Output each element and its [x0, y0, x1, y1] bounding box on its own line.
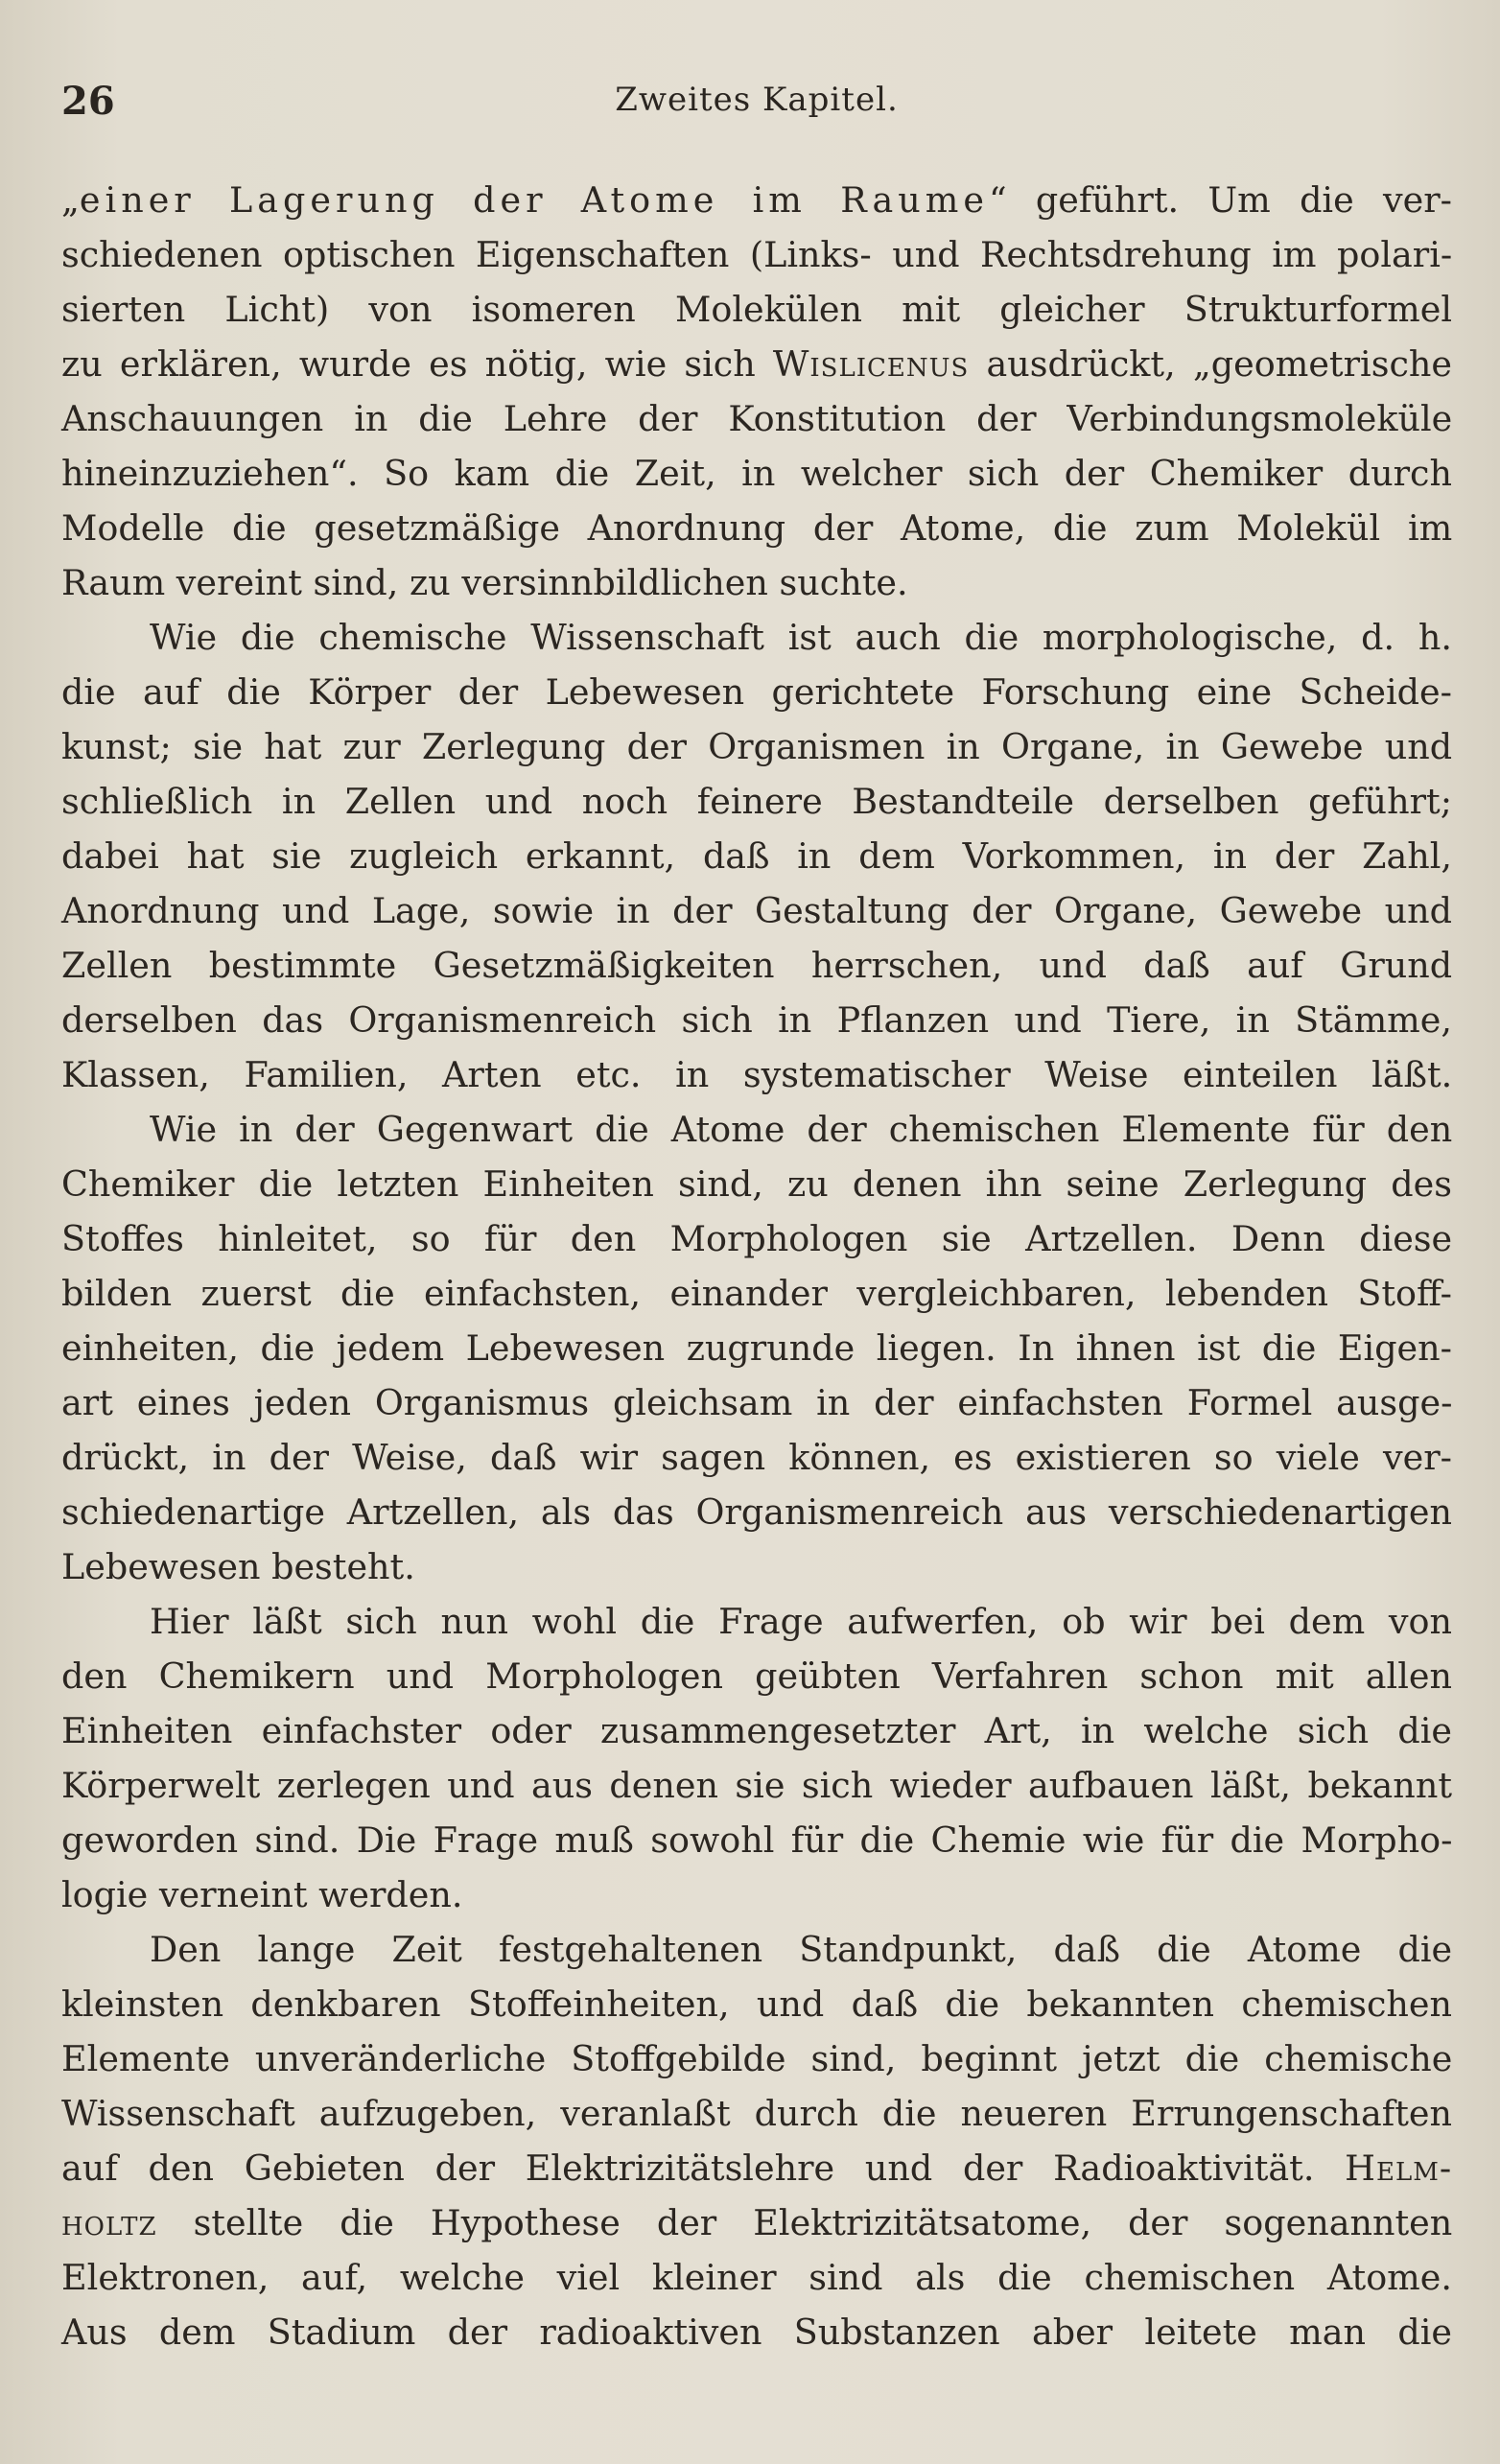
text-line: schiedenartige Artzellen, als das Organismenreich aus verschiedenartigen — [61, 1491, 1452, 1533]
text-line: art eines jeden Organismus gleichsam in der einfachsten Formel ausge- — [61, 1382, 1453, 1423]
text-line: derselben das Organismenreich sich in Pflanzen und Tiere, in Stämme, — [61, 999, 1452, 1041]
author-name: Wislicenus — [772, 343, 970, 385]
text-line: dabei hat sie zugleich erkannt, daß in dem Vorkommen, in der Zahl, — [61, 835, 1452, 877]
author-name: holtz — [61, 2202, 157, 2243]
text-line: Wie die chemische Wissenschaft ist auch die morphologische, d. h. — [150, 617, 1452, 658]
text-line: Elektronen, auf, welche viel kleiner sind als die chemischen Atome. — [61, 2257, 1452, 2298]
text-line: hineinzuziehen“. So kam die Zeit, in welcher sich der Chemiker durch — [61, 453, 1452, 494]
text-line: Körperwelt zerlegen und aus denen sie sich wieder aufbauen läßt, bekannt — [61, 1765, 1452, 1806]
text-line: bilden zuerst die einfachsten, einander vergleichbaren, lebenden Stoff- — [61, 1273, 1452, 1314]
text-line: Lebewesen besteht. — [61, 1546, 415, 1587]
text-line: Stoffes hinleitet, so für den Morphologen sie Artzellen. Denn diese — [61, 1218, 1453, 1259]
text-line: Hier läßt sich nun wohl die Frage aufwerfen, ob wir bei dem von — [150, 1601, 1452, 1642]
text-line: Den lange Zeit festgehaltenen Standpunkt, daß die Atome die — [150, 1929, 1453, 1970]
text-line: Wie in der Gegenwart die Atome der chemischen Elemente für den — [150, 1109, 1453, 1150]
paragraph-3 — [61, 1102, 1452, 1594]
text-line: auf den Gebieten der Elektrizitätslehre und der Radioaktivität. Helm- — [61, 2147, 1453, 2189]
text-line: einheiten, die jedem Lebewesen zugrunde liegen. In ihnen ist die Eigen- — [61, 1327, 1452, 1369]
text-line: Aus dem Stadium der radioaktiven Substanzen aber leitete man die — [61, 2311, 1452, 2353]
text-line: Modelle die gesetzmäßige Anordnung der Atome, die zum Molekül im — [61, 507, 1453, 549]
text-line: kleinsten denkbaren Stoffeinheiten, und daß die bekannten chemischen — [61, 1983, 1452, 2025]
paragraph-2 — [61, 610, 1452, 1102]
text-line: zu erklären, wurde es nötig, wie sich Wislicenus ausdrückt, „geometrische — [61, 343, 1452, 385]
text-line: Wissenschaft aufzugeben, veranlaßt durch die neueren Errungenschaften — [61, 2093, 1452, 2134]
text-line: Raum vereint sind, zu versinnbildlichen suchte. — [61, 562, 908, 603]
text-line: schließlich in Zellen und noch feinere Bestandteile derselben geführt; — [61, 781, 1452, 822]
text-line: Anschauungen in die Lehre der Konstitution der Verbindungsmoleküle — [61, 398, 1453, 439]
author-name: Helm- — [1345, 2147, 1453, 2189]
paragraph-4 — [61, 1594, 1452, 1922]
text-line: die auf die Körper der Lebewesen gerichtete Forschung eine Scheide- — [61, 671, 1452, 713]
text-line: holtz stellte die Hypothese der Elektrizitätsatome, der sogenannten — [61, 2202, 1453, 2243]
text-line: schiedenen optischen Eigenschaften (Links- und Rechtsdrehung im polari- — [61, 234, 1453, 275]
page-number: 26 — [61, 79, 115, 124]
text-line: geworden sind. Die Frage muß sowohl für die Chemie wie für die Morpho- — [61, 1819, 1453, 1861]
text-line: Elemente unveränderliche Stoffgebilde sind, beginnt jetzt die chemische — [61, 2038, 1453, 2079]
text-line: Klassen, Familien, Arten etc. in systematischer Weise einteilen läßt. — [61, 1054, 1453, 1095]
text-line: Einheiten einfachster oder zusammengesetzter Art, in welche sich die — [61, 1710, 1452, 1751]
text-line: logie verneint werden. — [61, 1874, 463, 1915]
text-line: drückt, in der Weise, daß wir sagen können, es existieren so viele ver- — [61, 1437, 1452, 1478]
text-line: kunst; sie hat zur Zerlegung der Organismen in Organe, in Gewebe und — [61, 726, 1453, 767]
body-text — [61, 173, 1452, 2359]
text-line: Anordnung und Lage, sowie in der Gestaltung der Organe, Gewebe und — [61, 890, 1452, 931]
text-line: „einer Lagerung der Atome im Raume“ geführt. Um die ver- — [61, 179, 1452, 221]
text-line: sierten Licht) von isomeren Molekülen mit gleicher Strukturformel — [61, 289, 1452, 330]
text-line: Chemiker die letzten Einheiten sind, zu denen ihn seine Zerlegung des — [61, 1163, 1452, 1205]
running-title: Zweites Kapitel. — [615, 81, 899, 119]
text-line: den Chemikern und Morphologen geübten Verfahren schon mit allen — [61, 1655, 1452, 1697]
paragraph-1 — [61, 173, 1452, 610]
page-header — [61, 75, 1452, 132]
text-line: Zellen bestimmte Gesetzmäßigkeiten herrschen, und daß auf Grund — [61, 945, 1453, 986]
paragraph-5 — [61, 1922, 1452, 2359]
